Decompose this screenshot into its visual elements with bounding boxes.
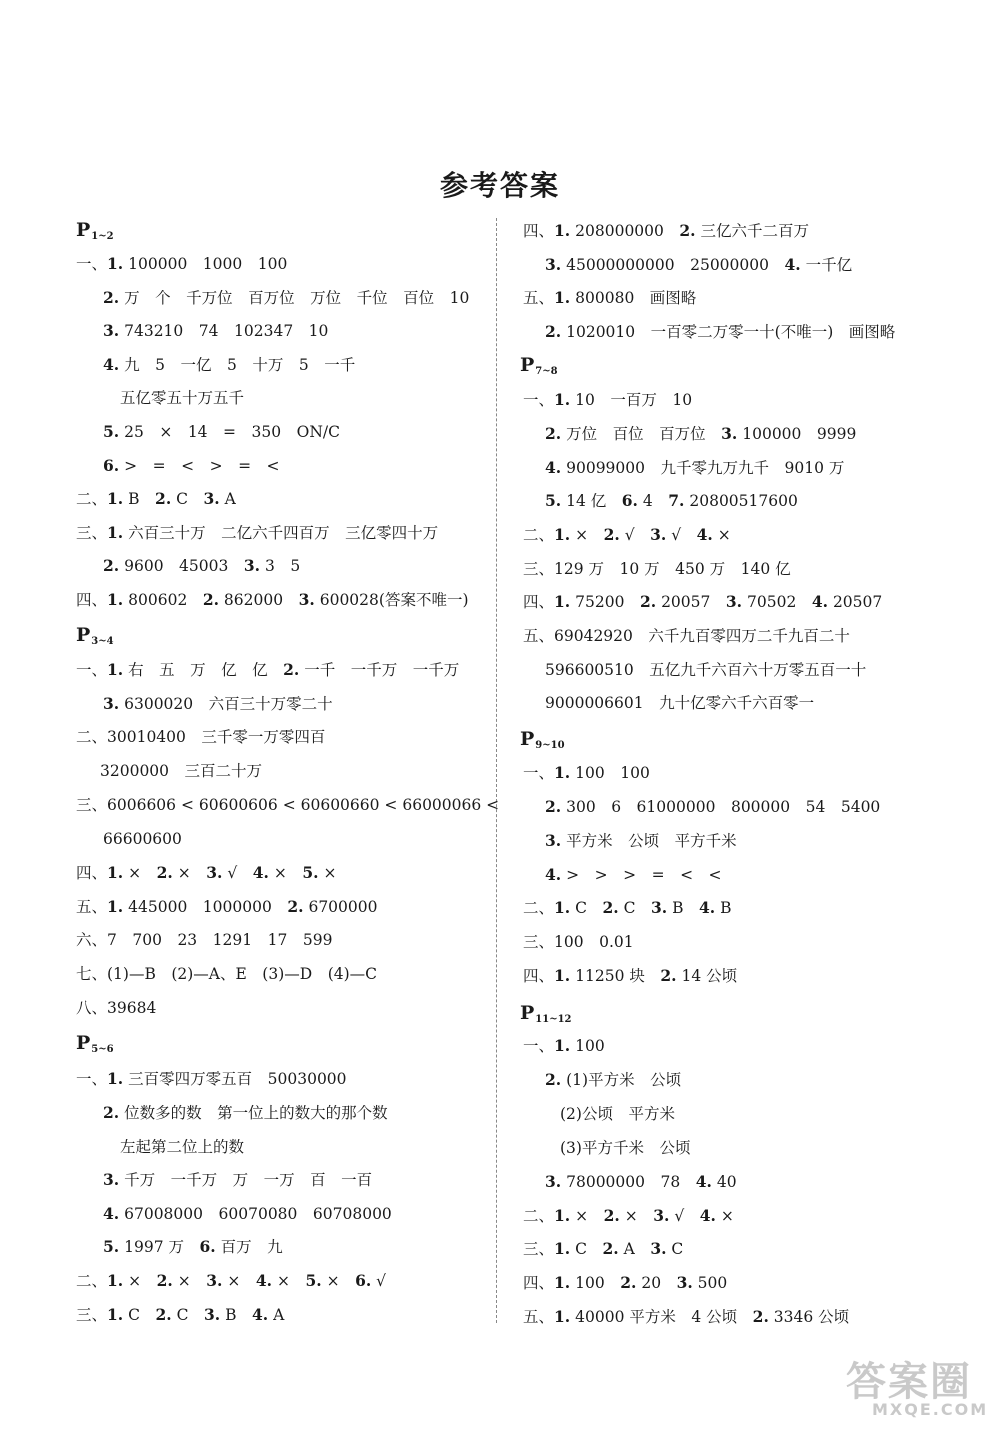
page-range-heading: $P_{5\sim 6}$	[76, 1032, 114, 1055]
answer-line: 左起第二位上的数	[120, 1138, 245, 1156]
answer-line: 六、7 700 23 1291 17 599	[76, 931, 333, 949]
answer-line: 三、100 0.01	[523, 933, 634, 951]
answer-line: 3. 743210 74 102347 10	[103, 321, 329, 340]
answer-line: 2. 位数多的数 第一位上的数大的那个数	[103, 1103, 388, 1122]
answer-line: 一、1. 100 100	[523, 763, 650, 782]
watermark-logo	[846, 1350, 989, 1420]
answer-line: 9000006601 九十亿零六千六百零一	[545, 694, 815, 712]
answer-line: 4. > > > = < <	[545, 865, 722, 884]
answer-line: 三、1. C 2. A 3. C	[523, 1239, 684, 1258]
answer-line: 2. 9600 45003 3. 3 5	[103, 556, 301, 575]
answer-line: 3. 45000000000 25000000 4. 一千亿	[545, 255, 853, 274]
answer-line: (2)公顷 平方米	[560, 1105, 675, 1123]
answer-line: 4. 67008000 60070080 60708000	[103, 1204, 392, 1223]
answer-line: 一、1. 三百零四万零五百 50030000	[76, 1069, 347, 1088]
answer-line: 四、1. 800602 2. 862000 3. 600028(答案不唯一)	[76, 590, 469, 609]
page-range-heading: $P_{11\sim 12}$	[520, 1002, 572, 1025]
answer-line: 三、6006606 < 60600606 < 60600660 < 66000066 <	[76, 796, 500, 814]
answer-line: 四、1. 100 2. 20 3. 500	[523, 1273, 728, 1292]
answer-line: 2. 300 6 61000000 800000 54 5400	[545, 797, 881, 816]
answer-line: 五、1. 800080 画图略	[523, 288, 697, 307]
answer-line: 一、1. 10 一百万 10	[523, 390, 693, 409]
answer-line: 3. 千万 一千万 万 一万 百 一百	[103, 1170, 373, 1189]
answer-line: 66600600	[103, 830, 182, 848]
answer-line: 3. 平方米 公顷 平方千米	[545, 831, 737, 850]
answer-line: 二、1. C 2. C 3. B 4. B	[523, 898, 732, 917]
answer-line: 5. 1997 万 6. 百万 九	[103, 1237, 283, 1256]
answer-line: 一、1. 右 五 万 亿 亿 2. 一千 一千万 一千万	[76, 660, 460, 679]
answer-line: 5. 14 亿 6. 4 7. 20800517600	[545, 491, 798, 510]
answer-line: 3. 78000000 78 4. 40	[545, 1172, 737, 1191]
answer-line: 三、1. C 2. C 3. B 4. A	[76, 1305, 285, 1324]
answer-line: 5. 25 × 14 = 350 ON/C	[103, 422, 340, 441]
answer-line: 一、1. 100	[523, 1036, 605, 1055]
answer-line: 四、1. 208000000 2. 三亿六千二百万	[523, 221, 810, 240]
column-divider	[496, 218, 497, 1323]
answer-line: 4. 九 5 一亿 5 十万 5 一千	[103, 355, 356, 374]
answer-line: 二、1. × 2. √ 3. √ 4. ×	[523, 525, 731, 544]
answer-line: 3. 6300020 六百三十万零二十	[103, 694, 333, 713]
answer-line: 三、129 万 10 万 450 万 140 亿	[523, 560, 791, 578]
watermark-logo-url: MXQE.COM	[872, 1400, 989, 1419]
answer-line: 2. 1020010 一百零二万零一十(不唯一) 画图略	[545, 322, 896, 341]
page-title: 参考答案	[439, 169, 560, 202]
answer-line: 七、(1)—B (2)—A、E (3)—D (4)—C	[76, 965, 378, 983]
answer-line: 八、39684	[76, 999, 157, 1017]
page-range-heading: $P_{1\sim 2}$	[76, 219, 114, 242]
page-range-heading: $P_{3\sim 4}$	[76, 624, 114, 647]
answer-line: 3200000 三百二十万	[100, 762, 263, 780]
watermark-logo-text: 答案圈	[846, 1359, 972, 1405]
answer-line: 四、1. × 2. × 3. √ 4. × 5. ×	[76, 863, 337, 882]
answer-line: 五、1. 40000 平方米 4 公顷 2. 3346 公顷	[523, 1307, 850, 1326]
answer-line: 二、1. B 2. C 3. A	[76, 489, 236, 508]
answer-line: 五亿零五十万五千	[120, 389, 245, 407]
answer-line: 三、1. 六百三十万 二亿六千四百万 三亿零四十万	[76, 523, 439, 542]
answer-line: 五、1. 445000 1000000 2. 6700000	[76, 897, 378, 916]
answer-line: 2. 万位 百位 百万位 3. 100000 9999	[545, 424, 857, 443]
answer-line: 一、1. 100000 1000 100	[76, 254, 288, 273]
page-range-heading: $P_{7\sim 8}$	[520, 354, 558, 377]
page-range-heading: $P_{9\sim 10}$	[520, 728, 565, 751]
answer-line: (3)平方千米 公顷	[560, 1139, 691, 1157]
answer-line: 四、1. 75200 2. 20057 3. 70502 4. 20507	[523, 592, 883, 611]
answer-line: 二、1. × 2. × 3. × 4. × 5. × 6. √	[76, 1271, 387, 1290]
answer-line: 2. 万 个 千万位 百万位 万位 千位 百位 10	[103, 288, 470, 307]
answer-line: 四、1. 11250 块 2. 14 公顷	[523, 966, 738, 985]
answer-line: 6. > = < > = <	[103, 456, 280, 475]
answer-line: 2. (1)平方米 公顷	[545, 1070, 682, 1089]
answer-line: 二、30010400 三千零一万零四百	[76, 728, 326, 746]
answer-line: 596600510 五亿九千六百六十万零五百一十	[545, 661, 867, 679]
answer-line: 五、69042920 六千九百零四万二千九百二十	[523, 627, 850, 645]
answer-line: 4. 90099000 九千零九万九千 9010 万	[545, 458, 845, 477]
answer-line: 二、1. × 2. × 3. √ 4. ×	[523, 1206, 734, 1225]
